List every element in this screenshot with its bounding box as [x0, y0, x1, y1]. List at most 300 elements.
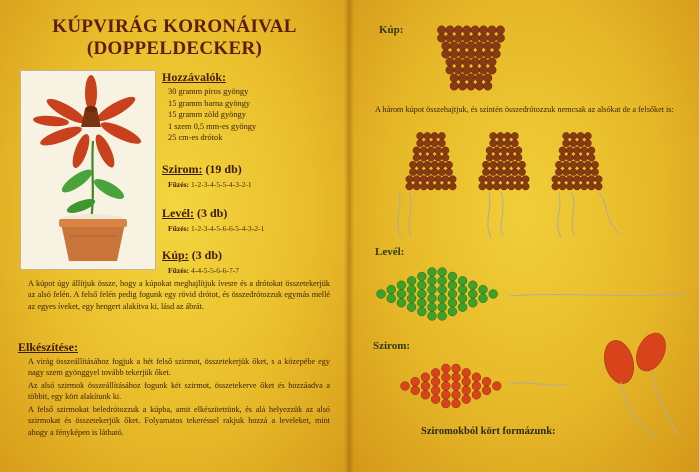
bead — [570, 140, 577, 147]
bead — [584, 132, 591, 139]
bead — [454, 58, 462, 66]
bead — [413, 147, 420, 154]
bead — [573, 154, 580, 161]
level-fuzes-value: 1-2-3-4-5-6-6-5-4-3-2-1 — [189, 224, 265, 233]
bead — [452, 390, 461, 399]
bead — [417, 140, 424, 147]
bead — [468, 290, 477, 299]
bead — [458, 42, 466, 50]
bead — [448, 281, 457, 290]
bead — [577, 168, 584, 175]
bead — [446, 34, 454, 42]
bead — [515, 154, 522, 161]
kup-paragraph: A kúpot úgy állítjuk össze, hogy a kúpokat meghajlítjuk ívesre és a drótokat összetekerjük az alsó felén. A felső felén pedig fogunk egy rövid drótot, és összedrótozzuk egymás mellé az egyes íveket, egy hengert alakítva ki, lásd az ábrát. — [28, 279, 330, 311]
bead — [417, 272, 426, 281]
bead — [577, 132, 584, 139]
bead — [442, 176, 449, 183]
bead — [584, 168, 591, 175]
bead — [452, 399, 461, 408]
bead — [471, 34, 479, 42]
bead — [427, 183, 434, 190]
bead — [472, 390, 481, 399]
kup-fuzes — [168, 266, 239, 275]
bead — [468, 298, 477, 307]
szirom-heading — [162, 162, 242, 177]
bead — [515, 176, 522, 183]
bead — [463, 26, 471, 34]
bead — [428, 285, 437, 294]
bead — [427, 154, 434, 161]
bead — [563, 140, 570, 147]
bead — [435, 176, 442, 183]
ingredient-item: 15 gramm zöld gyöngy — [168, 110, 246, 120]
bead — [420, 147, 427, 154]
bead — [417, 161, 424, 168]
bead — [573, 176, 580, 183]
bead — [488, 66, 496, 74]
bead — [462, 395, 471, 404]
bead — [500, 183, 507, 190]
ingredient-item: 25 cm-es drótok — [168, 133, 223, 143]
bead — [437, 34, 445, 42]
bead — [445, 168, 452, 175]
bead — [438, 303, 447, 312]
ingredient-item: 15 gramm barna gyöngy — [168, 98, 251, 108]
elkeszites-label: Elkészítése: — [18, 340, 78, 354]
bead — [479, 176, 486, 183]
bead — [482, 377, 491, 386]
bead — [441, 364, 450, 373]
petals-circle-illustration — [595, 326, 685, 446]
bead — [421, 382, 430, 391]
bead — [441, 390, 450, 399]
bead — [467, 82, 475, 90]
bead — [424, 140, 431, 147]
bead — [490, 161, 497, 168]
bead — [458, 82, 466, 90]
bead — [472, 382, 481, 391]
bead — [559, 183, 566, 190]
bead — [458, 50, 466, 58]
bead — [435, 147, 442, 154]
petal-bead-diagram — [397, 358, 517, 418]
bead — [446, 58, 454, 66]
bead — [431, 168, 438, 175]
bead — [489, 290, 498, 299]
bead — [406, 183, 413, 190]
bead — [584, 161, 591, 168]
bead — [431, 161, 438, 168]
bead — [458, 74, 466, 82]
bead — [458, 303, 467, 312]
szirom-count: (19 db) — [202, 162, 242, 176]
bead — [577, 161, 584, 168]
bead — [493, 183, 500, 190]
bead — [475, 50, 483, 58]
bead — [581, 154, 588, 161]
bead — [420, 154, 427, 161]
bead — [471, 66, 479, 74]
bead — [559, 147, 566, 154]
level-label: Levél: — [162, 206, 194, 220]
bead — [442, 42, 450, 50]
bead — [421, 373, 430, 382]
bead — [504, 132, 511, 139]
bead — [484, 50, 492, 58]
bead — [468, 281, 477, 290]
page-spine — [344, 0, 354, 472]
bead — [486, 147, 493, 154]
bead — [490, 132, 497, 139]
bead — [442, 50, 450, 58]
bead — [428, 312, 437, 321]
bead — [573, 147, 580, 154]
bead — [486, 154, 493, 161]
bead — [482, 386, 491, 395]
bead — [438, 294, 447, 303]
bead — [492, 382, 501, 391]
bead — [508, 154, 515, 161]
bead — [522, 183, 529, 190]
bead — [463, 58, 471, 66]
bead — [555, 168, 562, 175]
bead — [448, 290, 457, 299]
bead — [588, 147, 595, 154]
bead — [409, 168, 416, 175]
bead — [588, 183, 595, 190]
szirom-label: Szirom: — [162, 162, 203, 176]
bead — [496, 26, 504, 34]
bead — [492, 50, 500, 58]
bead — [479, 294, 488, 303]
bead — [431, 377, 440, 386]
bead — [462, 377, 471, 386]
level-fuzes-label: Fűzés: — [168, 224, 190, 233]
elkeszites-paragraph-3: A felső szirmokat beledrótozzuk a kúpba, amit elkészítettünk, és alá helyezzük az alsó szirmokat és összetekerjük őket. Folyamatos tekeréssel rakjuk hozzá a leveleket, mint ahogy a fényképen is látható. — [28, 405, 330, 437]
bead — [450, 42, 458, 50]
bead — [442, 183, 449, 190]
bead — [488, 26, 496, 34]
kup-diagram-label: Kúp: — [379, 24, 404, 36]
bead — [401, 382, 410, 391]
bead — [559, 176, 566, 183]
cone-wires-illustration — [389, 190, 649, 240]
bead — [438, 276, 447, 285]
bead — [417, 132, 424, 139]
bead — [407, 276, 416, 285]
bead — [417, 281, 426, 290]
bead — [441, 373, 450, 382]
bead — [511, 140, 518, 147]
bead — [467, 74, 475, 82]
kup-heading — [162, 248, 222, 263]
bead — [458, 276, 467, 285]
kup-fuzes-label: Fűzés: — [168, 266, 190, 275]
bead — [584, 140, 591, 147]
bead — [450, 82, 458, 90]
bead — [493, 147, 500, 154]
bead — [441, 382, 450, 391]
bead — [496, 34, 504, 42]
bead — [566, 147, 573, 154]
bead — [428, 276, 437, 285]
bead — [475, 74, 483, 82]
bead — [511, 168, 518, 175]
bead — [428, 303, 437, 312]
bead — [424, 161, 431, 168]
bead — [442, 147, 449, 154]
bead — [442, 154, 449, 161]
bead — [570, 132, 577, 139]
bead — [479, 183, 486, 190]
cone-instruction: A három kúpot összehajtjuk, és szintén összedrótozzuk nemcsak az alsókat de a felsőket is: — [375, 105, 674, 114]
bead — [431, 395, 440, 404]
level-fuzes — [168, 224, 264, 233]
bead — [448, 307, 457, 316]
bead — [446, 66, 454, 74]
bead — [479, 66, 487, 74]
bead — [570, 161, 577, 168]
bead — [446, 26, 454, 34]
bead — [413, 154, 420, 161]
petals-caption: Sziromokból kört formázunk: — [421, 426, 556, 437]
bead — [438, 132, 445, 139]
bead — [570, 168, 577, 175]
flower-photo — [20, 70, 156, 270]
bead — [450, 50, 458, 58]
bead — [563, 161, 570, 168]
bead — [467, 42, 475, 50]
bead — [420, 176, 427, 183]
elkeszites-paragraph-1: A virág összeállításához fogjuk a hét felső szirmot, összetekerjük őket, s a közepébe egy nagy szem gyönggyel tovább tekerjük őket. — [28, 357, 330, 378]
bead — [452, 373, 461, 382]
bead — [448, 272, 457, 281]
bead — [484, 82, 492, 90]
bead — [479, 26, 487, 34]
bead — [431, 132, 438, 139]
ingredients-heading: Hozzávalók: — [162, 70, 226, 84]
bead — [497, 132, 504, 139]
bead — [411, 377, 420, 386]
kup-fuzes-value: 4-4-5-5-6-6-7-7 — [189, 266, 240, 275]
bead — [493, 154, 500, 161]
bead — [467, 50, 475, 58]
bead — [508, 147, 515, 154]
bead — [493, 176, 500, 183]
bead — [445, 161, 452, 168]
bead — [490, 168, 497, 175]
right-page — [349, 0, 699, 472]
bead — [424, 168, 431, 175]
bead — [397, 281, 406, 290]
bead — [504, 140, 511, 147]
bead — [417, 290, 426, 299]
bead — [454, 66, 462, 74]
szirom-fuzes — [168, 180, 252, 189]
bead — [427, 147, 434, 154]
bead — [463, 66, 471, 74]
leaf-wire — [509, 290, 689, 300]
bead — [413, 176, 420, 183]
bead — [595, 183, 602, 190]
bead — [484, 74, 492, 82]
page-subtitle: (DOPPELDECKER) — [86, 38, 263, 59]
bead — [435, 183, 442, 190]
bead — [566, 183, 573, 190]
bead — [448, 298, 457, 307]
bead — [497, 161, 504, 168]
bead — [518, 168, 525, 175]
bead — [421, 390, 430, 399]
elkeszites-paragraph-2: Az alsó szirmok összeállításához fogunk két szirmot, összetekerve őket és hozzáadva a többit, egy kört alakítunk ki. — [28, 381, 330, 402]
bead — [581, 183, 588, 190]
bead — [463, 34, 471, 42]
flower-illustration — [21, 71, 155, 269]
bead — [555, 161, 562, 168]
bead — [511, 132, 518, 139]
bead — [458, 285, 467, 294]
bead — [522, 176, 529, 183]
bead — [518, 161, 525, 168]
bead — [511, 161, 518, 168]
bead — [479, 285, 488, 294]
bead — [490, 140, 497, 147]
bead — [500, 176, 507, 183]
bead — [438, 312, 447, 321]
bead — [458, 294, 467, 303]
bead — [427, 176, 434, 183]
bead — [500, 154, 507, 161]
bead — [407, 285, 416, 294]
bead — [431, 368, 440, 377]
bead — [450, 74, 458, 82]
bead — [441, 399, 450, 408]
level-heading — [162, 206, 227, 221]
ingredients-list — [168, 86, 256, 144]
bead — [504, 161, 511, 168]
level-count: (3 db) — [194, 206, 228, 220]
bead — [454, 26, 462, 34]
bead — [591, 168, 598, 175]
bead — [515, 183, 522, 190]
szirom-fuzes-label: Fűzés: — [168, 180, 190, 189]
bead — [482, 168, 489, 175]
bead — [387, 294, 396, 303]
bead — [475, 82, 483, 90]
bead — [387, 285, 396, 294]
bead — [431, 140, 438, 147]
bead — [407, 294, 416, 303]
bead — [581, 176, 588, 183]
bead — [417, 168, 424, 175]
szirom-diagram-label: Szirom: — [373, 340, 411, 352]
bead — [581, 147, 588, 154]
bead — [559, 154, 566, 161]
ingredient-item: 30 gramm piros gyöngy — [168, 87, 249, 96]
bead — [488, 34, 496, 42]
bead — [417, 298, 426, 307]
bead — [377, 290, 386, 299]
elkeszites-heading — [18, 340, 78, 355]
bead — [438, 268, 447, 277]
bead — [588, 154, 595, 161]
left-page — [0, 0, 349, 472]
bead — [462, 386, 471, 395]
bead — [452, 382, 461, 391]
bead — [591, 161, 598, 168]
bead — [471, 58, 479, 66]
kup-count: (3 db) — [188, 248, 223, 262]
bead — [563, 168, 570, 175]
bead — [411, 386, 420, 395]
bead — [573, 183, 580, 190]
bead — [438, 161, 445, 168]
bead — [397, 298, 406, 307]
bead — [417, 307, 426, 316]
petal-wire — [509, 376, 589, 396]
bead — [438, 140, 445, 147]
bead — [406, 176, 413, 183]
bead — [438, 168, 445, 175]
bead — [486, 176, 493, 183]
bead — [431, 386, 440, 395]
bead — [552, 176, 559, 183]
bead — [479, 34, 487, 42]
level-diagram-label: Levél: — [375, 246, 405, 258]
bead — [482, 161, 489, 168]
bead — [424, 132, 431, 139]
bead — [504, 168, 511, 175]
cone-bead-diagram — [411, 24, 531, 94]
bead — [472, 373, 481, 382]
bead — [428, 268, 437, 277]
bead — [484, 42, 492, 50]
bead — [563, 132, 570, 139]
bead — [397, 290, 406, 299]
bead — [588, 176, 595, 183]
bead — [471, 26, 479, 34]
bead — [492, 42, 500, 50]
bead — [449, 176, 456, 183]
bead — [420, 183, 427, 190]
bead — [437, 26, 445, 34]
kup-label: Kúp: — [162, 248, 189, 262]
bead — [508, 176, 515, 183]
bead — [566, 176, 573, 183]
bead — [488, 58, 496, 66]
bead — [452, 364, 461, 373]
bead — [595, 176, 602, 183]
szirom-fuzes-value: 1-2-3-4-5-5-4-3-2-1 — [189, 180, 252, 189]
bead — [497, 168, 504, 175]
bead — [515, 147, 522, 154]
bead — [454, 34, 462, 42]
bead — [462, 368, 471, 377]
bead — [475, 42, 483, 50]
bead — [428, 294, 437, 303]
bead — [500, 147, 507, 154]
bead — [479, 58, 487, 66]
bead — [435, 154, 442, 161]
bead — [577, 140, 584, 147]
leaf-bead-diagram — [373, 262, 513, 332]
bead — [552, 183, 559, 190]
bead — [566, 154, 573, 161]
bead — [497, 140, 504, 147]
bead — [413, 183, 420, 190]
page-title: KÚPVIRÁG KORONÁIVAL — [52, 16, 297, 37]
bead — [449, 183, 456, 190]
